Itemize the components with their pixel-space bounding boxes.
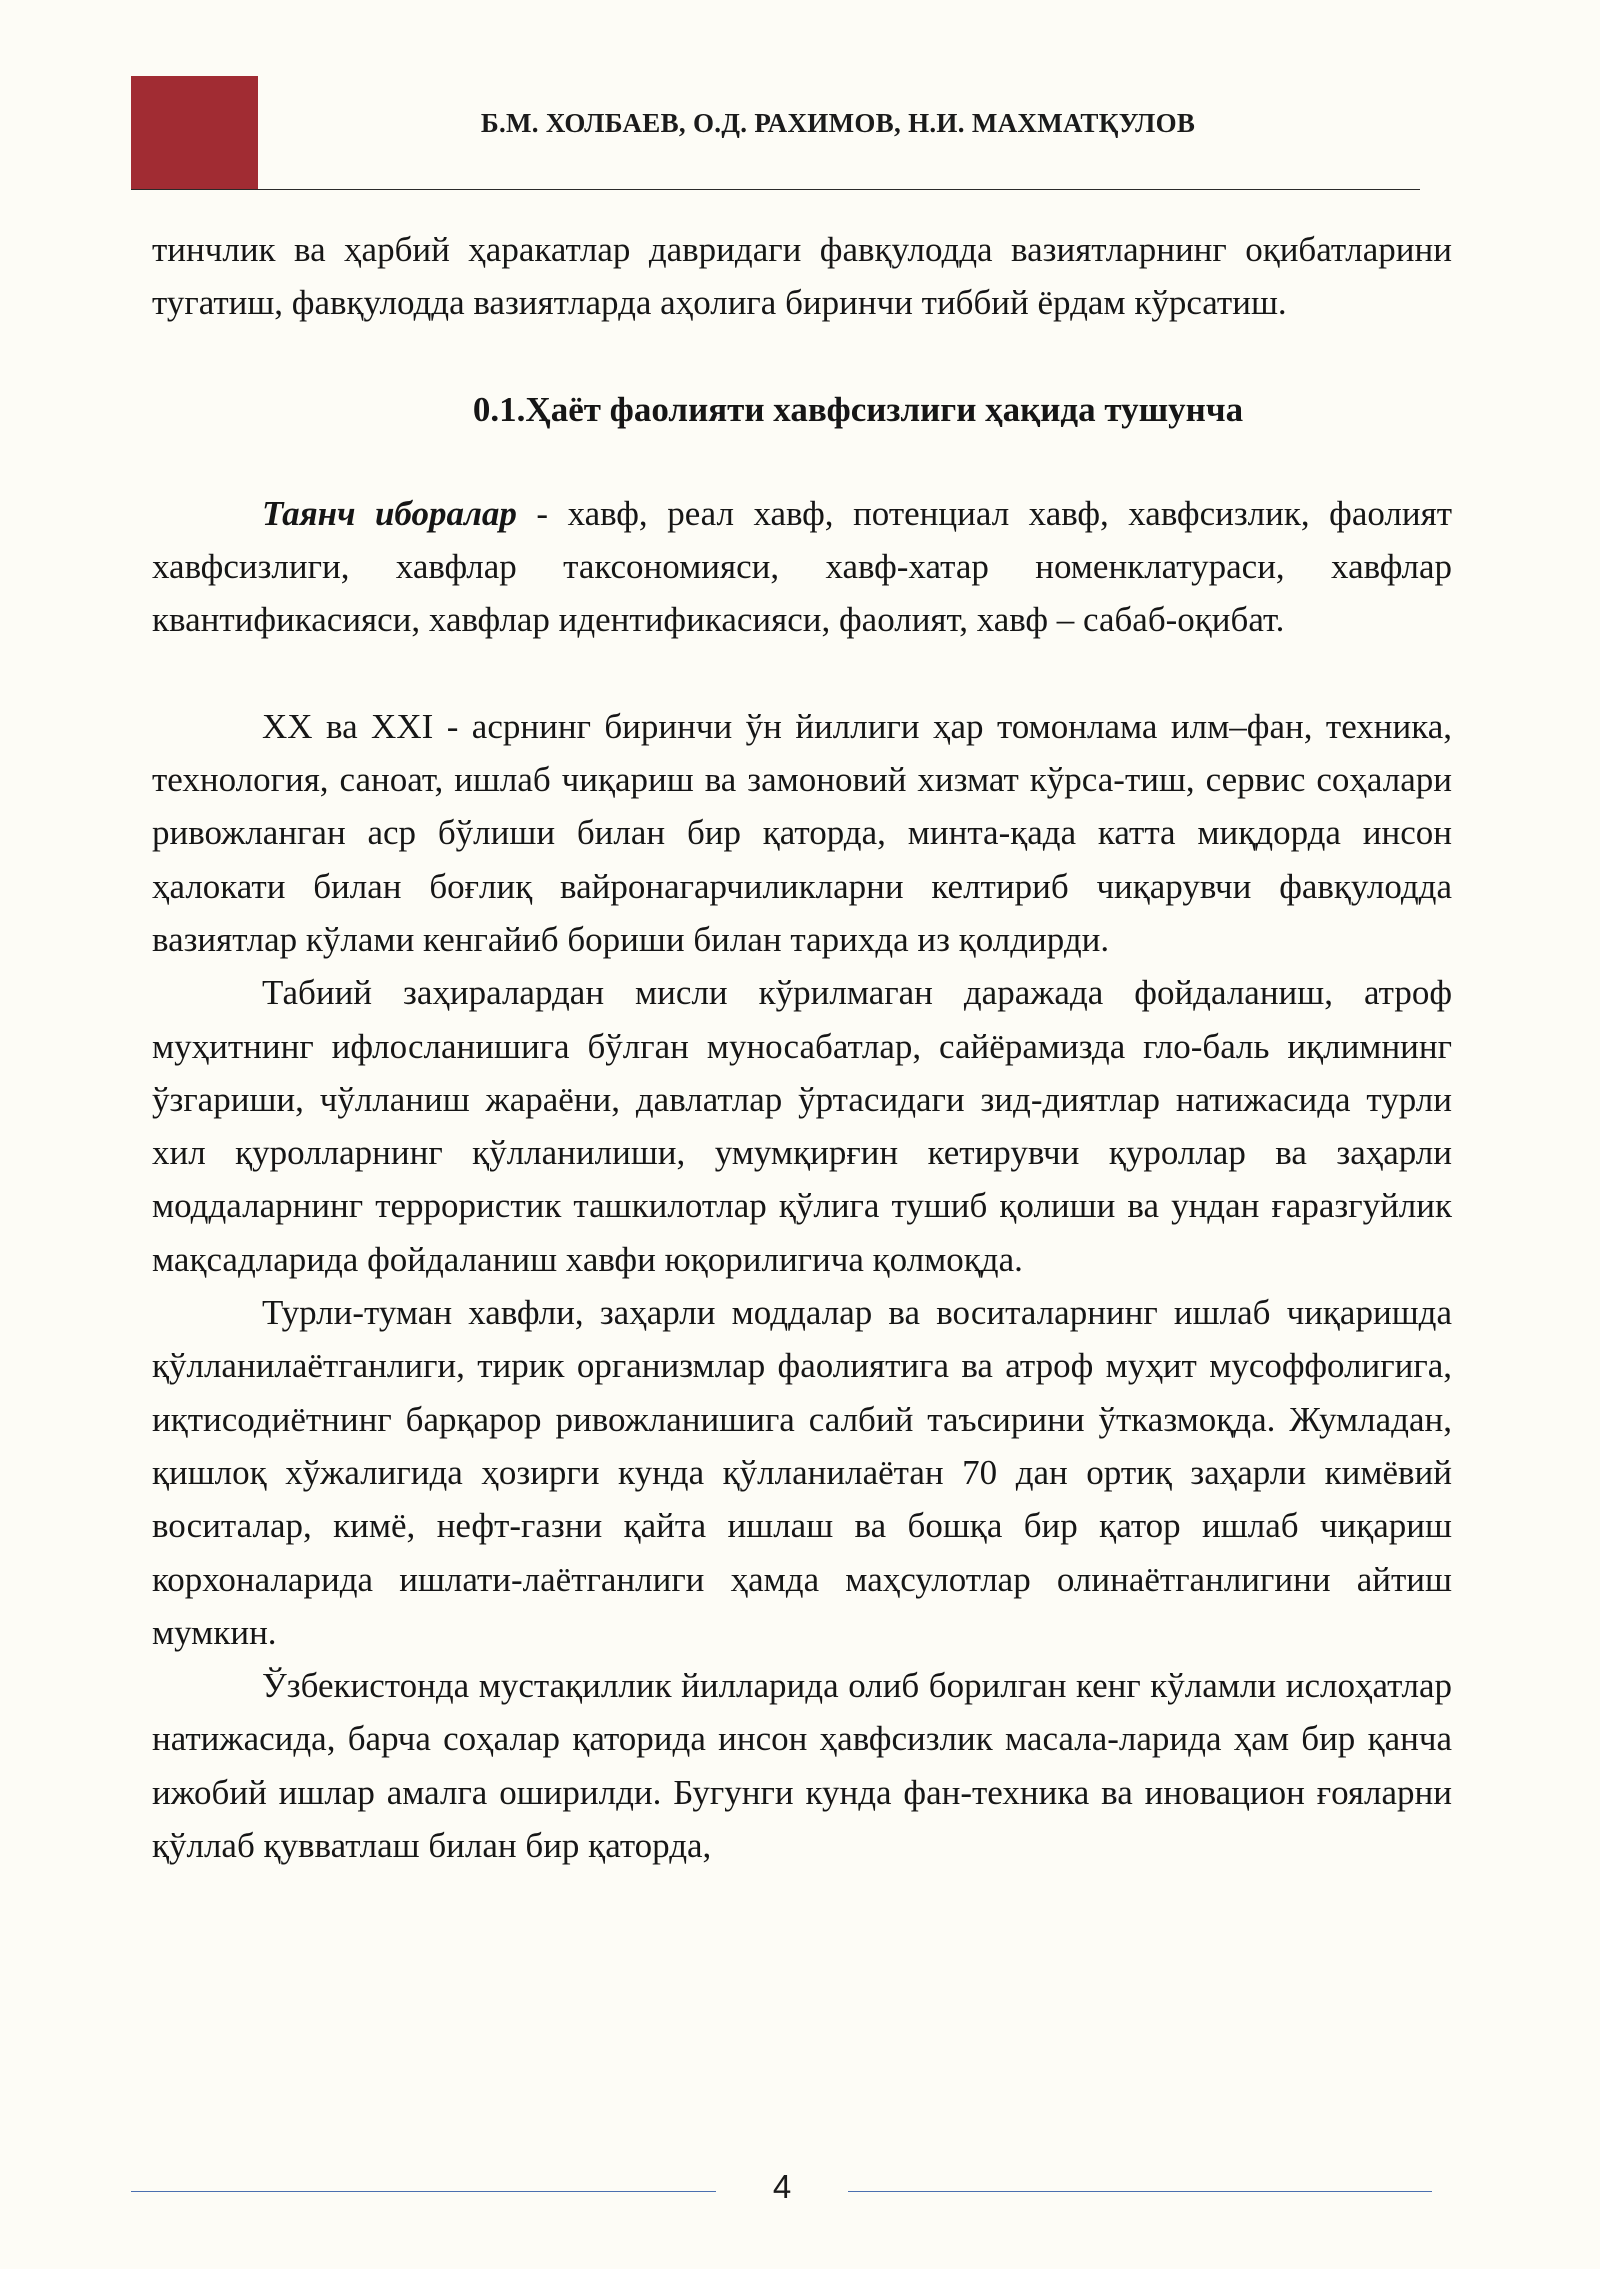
- key-terms-text: - хавф, реал хавф, потенциал хавф, хавфсизлик, фаолият хавфсизлиги, хавфлар таксономияси, хавф-хатар номенклатураси, хавфлар квантификасияси, хавфлар идентификасияси, фаолият, хавф – сабаб-оқибат.: [152, 493, 1452, 640]
- footer-rule-left: [131, 2191, 716, 2192]
- footer-rule-right: [848, 2191, 1432, 2192]
- body-paragraph: XX ва XXI - асрнинг биринчи ўн йиллиги ҳар томонлама илм–фан, техника, технология, саноат, ишлаб чиқариш ва замоновий хизмат кўрса-тиш, сервис соҳалари ривожланган аср бўлиши билан бир қаторда, минта-қада катта миқдорда инсон ҳалокати билан боғлиқ вайронагарчиликларни келтириб чиқарувчи фавқулодда вазиятлар кўлами кенгайиб бориши билан тарихда из қолдирди.: [152, 706, 1452, 959]
- body-paragraph: Турли-туман хавфли, заҳарли моддалар ва воситаларнинг ишлаб чиқаришда қўлланилаётганлиги, тирик организмлар фаолиятига ва атроф муҳит мусоффолигига, иқтисодиётнинг барқарор ривожланишига салбий таъсирини ўтказмоқда. Жумладан, қишлоқ хўжалигида ҳозирги кунда қўлланилаётан 70 дан ортиқ заҳарли кимёвий воситалар, кимё, нефт-газни қайта ишлаш ва бошқа бир қатор ишлаб чиқариш корхоналарида ишлати-лаётганлиги ҳамда маҳсулотлар олинаётганлигини айтиш мумкин.: [152, 1293, 1452, 1652]
- header-rule: [131, 189, 1420, 190]
- key-terms-paragraph: [152, 487, 1452, 647]
- body-paragraph: Ўзбекистонда мустақиллик йилларида олиб борилган кенг кўламли ислоҳатлар натижасида, барча соҳалар қаторида инсон ҳавфсизлик масала-ларида ҳам бир қанча ижобий ишлар амалга оширилди. Бугунги кунда фан-техника ва иновацион ғояларни қўллаб қувватлаш билан бир қаторда,: [152, 1666, 1452, 1866]
- key-terms-label: Таянч иборалар: [262, 493, 517, 533]
- header-accent-block: [131, 76, 258, 190]
- running-header-authors: Б.М. ХОЛБАЕВ, О.Д. РАХИМОВ, Н.И. МАХМАТҚУЛОВ: [480, 108, 1196, 138]
- page-number: 4: [772, 2168, 792, 2205]
- page-body: [152, 223, 1452, 1872]
- body-paragraph: Табиий заҳиралардан мисли кўрилмаган даражада фойдаланиш, атроф муҳитнинг ифлосланишига бўлган муносабатлар, сайёрамизда гло-баль иқлимнинг ўзгариши, чўлланиш жараёни, давлатлар ўртасидаги зид-диятлар натижасида турли хил қуролларнинг қўлланилиши, умумқирғин кетирувчи қуроллар ва заҳарли моддаларнинг террористик ташкилотлар қўлига тушиб қолиши ва ундан ғаразгуйлик мақсадларида фойдаланиш хавфи юқорилигича қолмоқда.: [152, 973, 1452, 1279]
- section-heading: 0.1.Ҳаёт фаолияти хавфсизлиги ҳақида тушунча: [472, 389, 1244, 429]
- intro-paragraph: тинчлик ва ҳарбий ҳаракатлар давридаги фавқулодда вазиятларнинг оқибатларини тугатиш, фавқулодда вазиятларда аҳолига биринчи тиббий ёрдам кўрсатиш.: [152, 230, 1452, 323]
